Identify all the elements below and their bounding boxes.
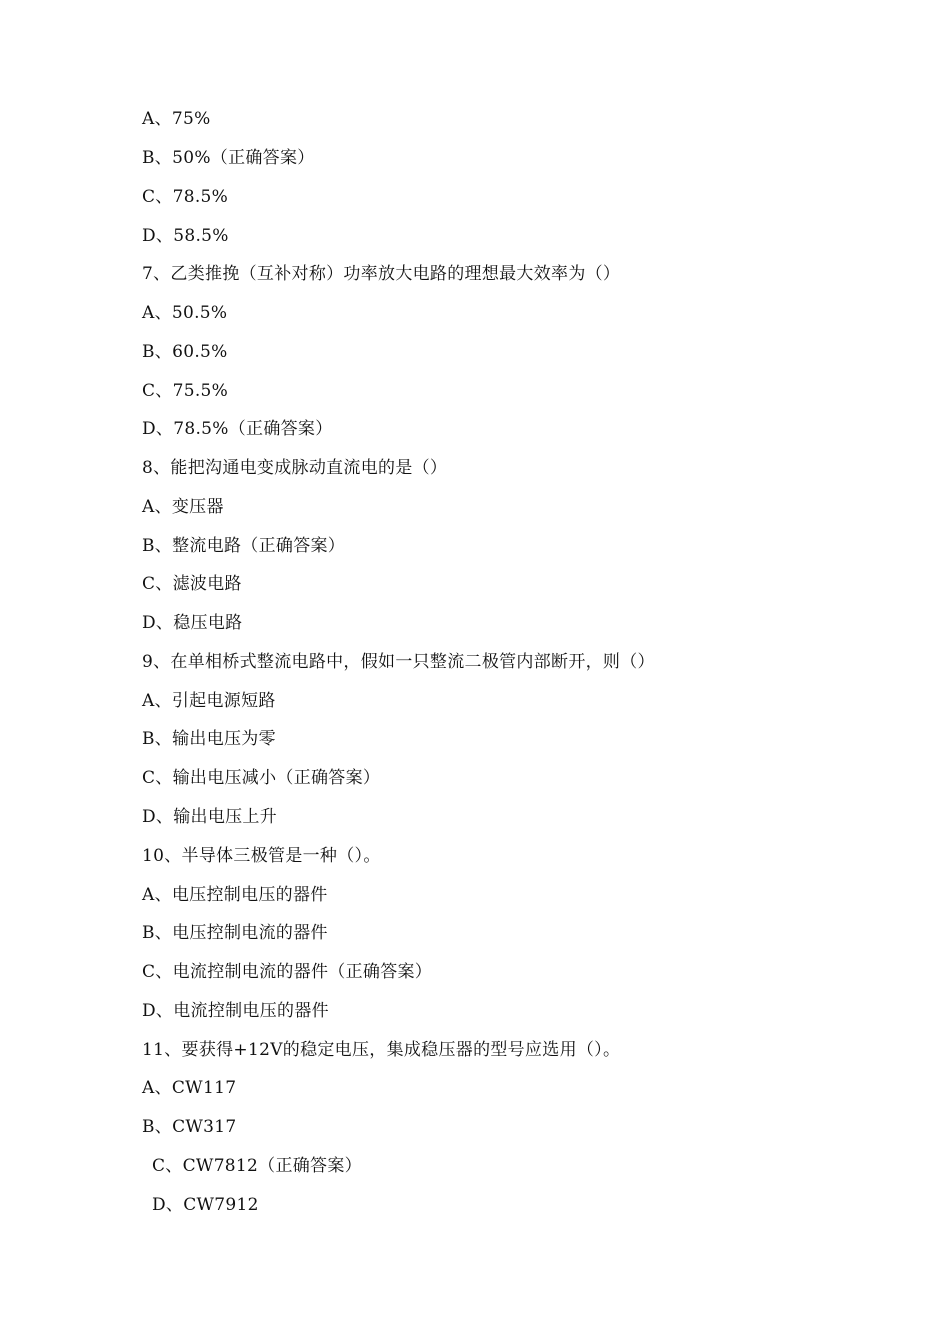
- q7-option-b: B、60.5%: [142, 342, 228, 362]
- q6-option-b: B、50%（正确答案）: [142, 148, 315, 168]
- q6-option-c: C、78.5%: [142, 187, 229, 207]
- q8-option-a: A、变压器: [142, 497, 224, 517]
- question-11: 11、要获得+12V的稳定电压，集成稳压器的型号应选用（）。: [142, 1040, 621, 1060]
- question-8: 8、能把沟通电变成脉动直流电的是（）: [142, 458, 448, 478]
- q9-option-c: C、输出电压减小（正确答案）: [142, 768, 381, 788]
- q7-option-d: D、78.5%（正确答案）: [142, 419, 333, 439]
- q7-option-a: A、50.5%: [142, 303, 228, 323]
- q10-option-a: A、电压控制电压的器件: [142, 885, 328, 905]
- q7-option-c: C、75.5%: [142, 381, 229, 401]
- q6-option-d: D、58.5%: [142, 226, 229, 246]
- q9-option-d: D、输出电压上升: [142, 807, 278, 827]
- question-9: 9、在单相桥式整流电路中，假如一只整流二极管内部断开，则（）: [142, 652, 655, 672]
- q6-option-a: A、75%: [142, 109, 211, 129]
- q11-option-b: B、CW317: [142, 1117, 237, 1137]
- q9-option-b: B、输出电压为零: [142, 729, 276, 749]
- q9-option-a: A、引起电源短路: [142, 691, 276, 711]
- question-7: 7、乙类推挽（互补对称）功率放大电路的理想最大效率为（）: [142, 264, 621, 284]
- question-10: 10、半导体三极管是一种（）。: [142, 846, 381, 866]
- q11-option-a: A、CW117: [142, 1078, 237, 1098]
- q8-option-b: B、整流电路（正确答案）: [142, 536, 346, 556]
- q10-option-c: C、电流控制电流的器件（正确答案）: [142, 962, 433, 982]
- q8-option-d: D、稳压电路: [142, 613, 243, 633]
- q11-option-d: D、CW7912: [152, 1195, 259, 1215]
- q10-option-b: B、电压控制电流的器件: [142, 923, 328, 943]
- q8-option-c: C、滤波电路: [142, 574, 242, 594]
- q10-option-d: D、电流控制电压的器件: [142, 1001, 329, 1021]
- q11-option-c: C、CW7812（正确答案）: [152, 1156, 362, 1176]
